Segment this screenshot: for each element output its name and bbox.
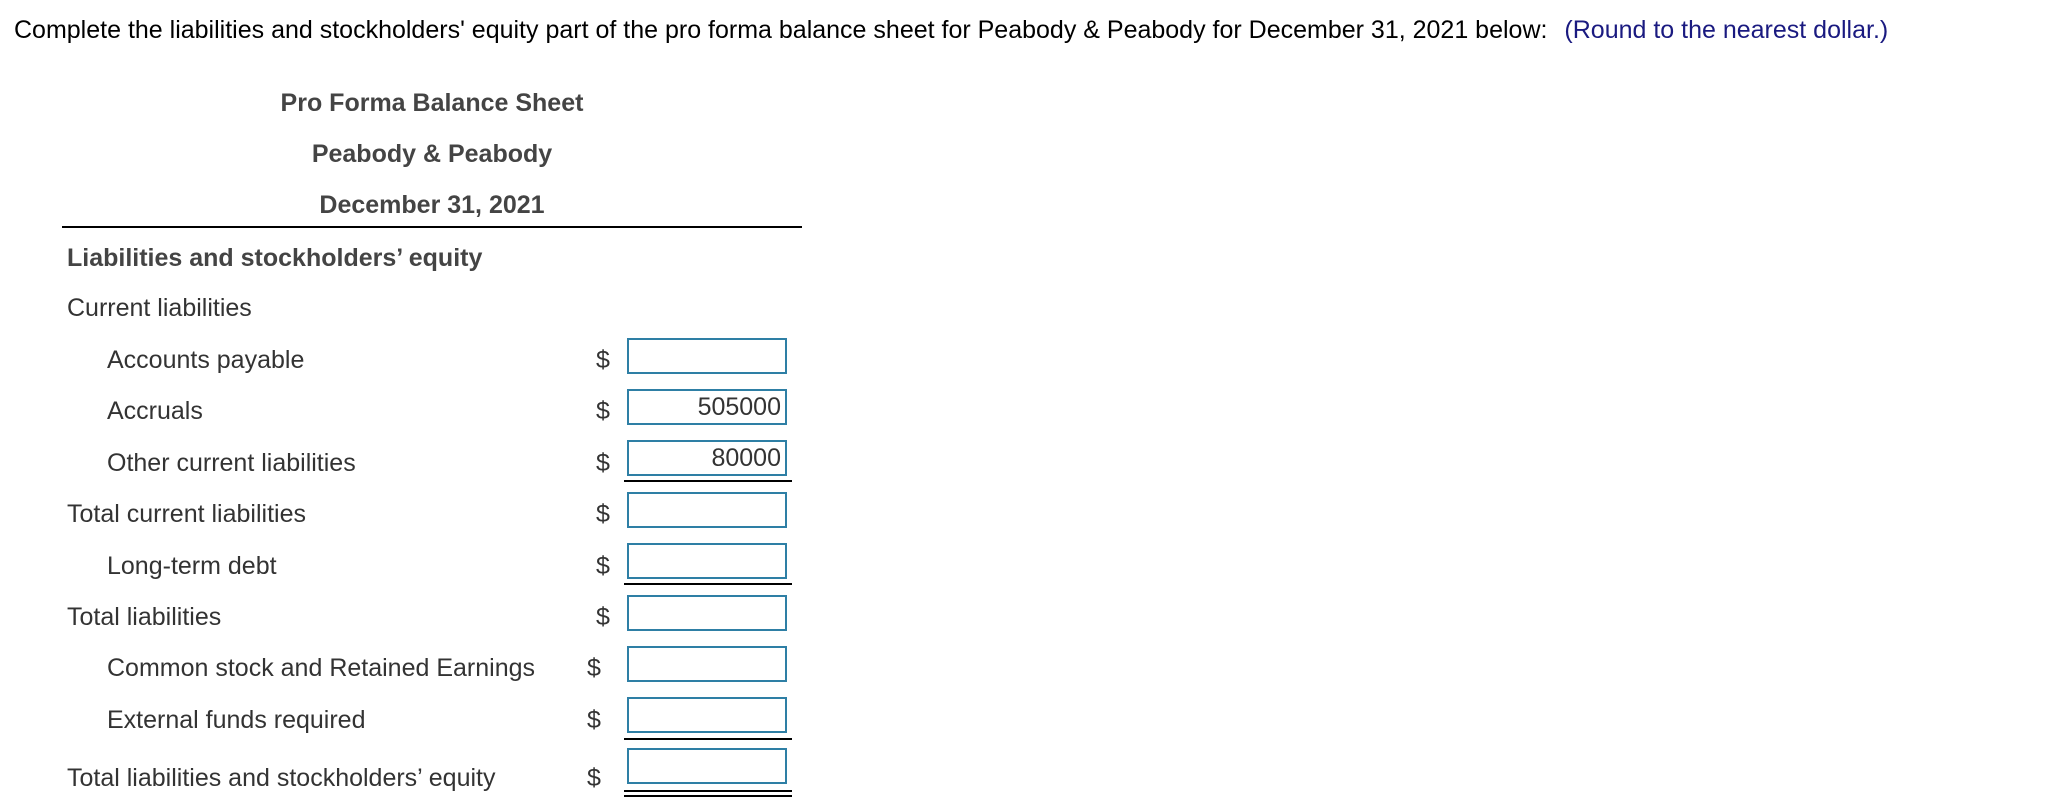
sheet-title: Pro Forma Balance Sheet	[280, 89, 584, 117]
dollar-sign: $	[596, 397, 610, 425]
other-current-liabilities-label: Other current liabilities	[107, 449, 356, 477]
total-liabilities-equity-label: Total liabilities and stockholders’ equity	[67, 764, 496, 792]
other-current-liabilities-input[interactable]	[627, 440, 787, 476]
subtotal-rule	[624, 583, 792, 585]
rounding-hint: (Round to the nearest dollar.)	[1564, 16, 1889, 44]
external-funds-required-label: External funds required	[107, 706, 366, 734]
section-heading: Liabilities and stockholders’ equity	[67, 244, 483, 272]
long-term-debt-label: Long-term debt	[107, 552, 277, 580]
total-liabilities-equity-input[interactable]	[627, 748, 787, 784]
accruals-input[interactable]	[627, 389, 787, 425]
external-funds-required-input[interactable]	[627, 697, 787, 733]
dollar-sign: $	[587, 706, 601, 734]
header-divider	[62, 226, 802, 228]
long-term-debt-input[interactable]	[627, 543, 787, 579]
sheet-date: December 31, 2021	[319, 191, 545, 219]
subtotal-rule	[624, 738, 792, 740]
dollar-sign: $	[596, 500, 610, 528]
common-stock-retained-earnings-label: Common stock and Retained Earnings	[107, 654, 536, 682]
total-liabilities-label: Total liabilities	[67, 603, 222, 631]
total-liabilities-input[interactable]	[627, 595, 787, 631]
dollar-sign: $	[587, 654, 601, 682]
grand-total-double-rule	[624, 790, 792, 797]
accounts-payable-input[interactable]	[627, 338, 787, 374]
common-stock-retained-earnings-input[interactable]	[627, 646, 787, 682]
prompt-text: Complete the liabilities and stockholders' equity part of the pro forma balance sheet for Peabody & Peabody for December 31, 2021 below:	[14, 16, 1548, 44]
dollar-sign: $	[587, 764, 601, 792]
subtotal-rule	[624, 480, 792, 482]
current-liabilities-heading: Current liabilities	[67, 294, 252, 322]
total-current-liabilities-label: Total current liabilities	[67, 500, 306, 528]
accounts-payable-label: Accounts payable	[107, 346, 305, 374]
total-current-liabilities-input[interactable]	[627, 492, 787, 528]
dollar-sign: $	[596, 603, 610, 631]
balance-sheet	[0, 0, 820, 806]
company-name: Peabody & Peabody	[311, 140, 553, 168]
dollar-sign: $	[596, 449, 610, 477]
dollar-sign: $	[596, 552, 610, 580]
dollar-sign: $	[596, 346, 610, 374]
accruals-label: Accruals	[107, 397, 203, 425]
